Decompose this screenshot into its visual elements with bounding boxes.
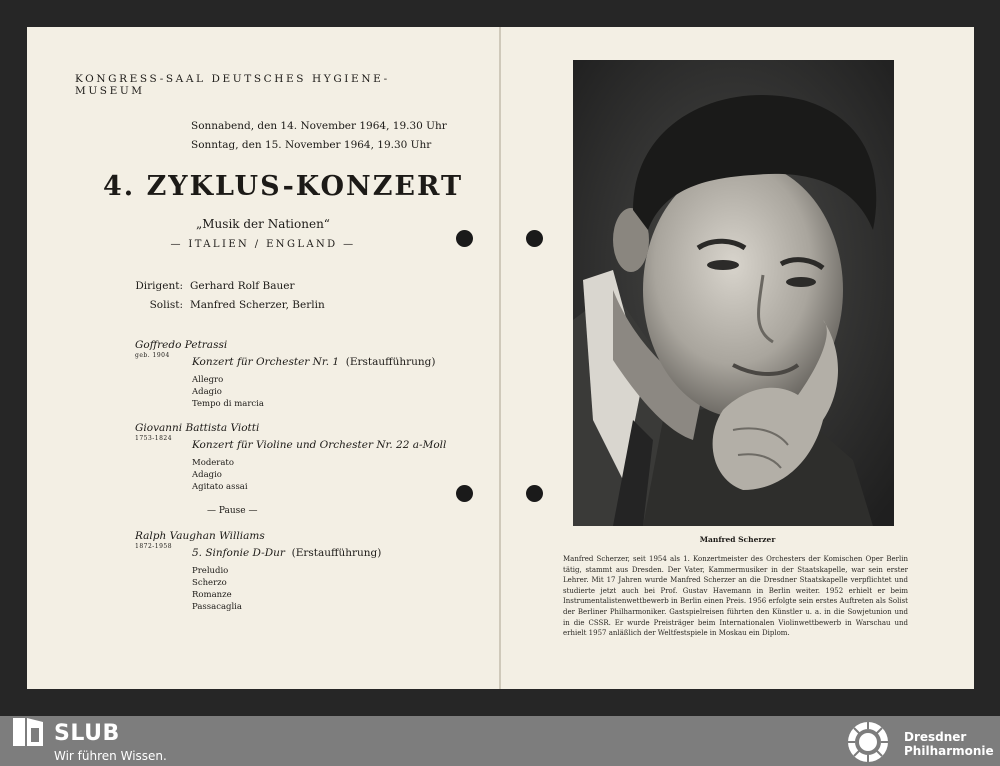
soloist-row <box>133 296 325 315</box>
program-work <box>135 530 382 612</box>
punch-hole <box>456 485 473 502</box>
concert-subtitle: „Musik der Nationen“ <box>196 217 330 231</box>
intermission-label: — Pause — <box>207 506 258 516</box>
soloist-page <box>501 27 974 689</box>
movement: Tempo di marcia <box>192 399 264 409</box>
movement-list <box>192 565 242 613</box>
performers <box>133 277 325 315</box>
concert-dates <box>191 117 447 155</box>
venue-heading: KONGRESS-SAAL DEUTSCHES HYGIENE-MUSEUM <box>75 73 390 97</box>
dp-name-line-2: Philharmonie <box>904 744 994 758</box>
composer-lifespan: 1872-1958 <box>135 543 173 550</box>
work-note: (Erstaufführung) <box>291 547 382 559</box>
work-title-text: Konzert für Orchester Nr. 1 <box>192 356 340 368</box>
footer-bar <box>0 716 1000 766</box>
movement-list <box>192 457 248 493</box>
composer-name: Giovanni Battista Viotti <box>135 422 260 434</box>
concert-countries: — ITALIEN / ENGLAND — <box>170 239 356 250</box>
movement: Romanze <box>192 590 232 600</box>
date-line-saturday: Sonnabend, den 14. November 1964, 19.30 Uhr <box>191 120 447 132</box>
movement: Passacaglia <box>192 602 242 612</box>
composer-name: Goffredo Petrassi <box>135 339 228 351</box>
work-title <box>192 356 436 368</box>
movement: Moderato <box>192 458 234 468</box>
program-work <box>135 339 436 409</box>
composer-lifespan: geb. 1904 <box>135 352 170 359</box>
work-note: (Erstaufführung) <box>345 356 436 368</box>
date-line-sunday: Sonntag, den 15. November 1964, 19.30 Uhr <box>191 139 432 151</box>
punch-hole <box>526 230 543 247</box>
soloist-name: Manfred Scherzer, Berlin <box>190 299 325 311</box>
work-title-text: 5. Sinfonie D-Dur <box>192 547 285 559</box>
work-title-text: Konzert für Violine und Orchester Nr. 22 a-Moll <box>192 439 447 451</box>
dp-name-line-1: Dresdner <box>904 730 967 744</box>
movement: Preludio <box>192 566 229 576</box>
program-work <box>135 422 447 492</box>
dresdner-philharmonie-name[interactable] <box>904 730 994 758</box>
soloist-biography: Manfred Scherzer, seit 1954 als 1. Konzertmeister des Orchesters der Komischen Oper Berlin tätig, stammt aus Dresden. Der Vater, Kammermusiker in der Staatskapelle, war sein erster Lehrer. Mit 17 Jahren wurde Manfred Scherzer an die Dresdner Staatskapelle verpflichtet und studierte jetzt auch bei Prof. Gustav Havemann in Berlin weiter. 1952 erhielt er beim Instrumentalistenwettbewerb in Berlin einen Preis. 1956 erfolgte sein erstes Auftreten als Solist der Berliner Philharmoniker. Gastspielreisen führten den Künstler u. a. in die Sowjetunion und in die CSSR. Er wurde Preisträger beim Internationalen Violinwettbewerb in Warschau und erhielt 1957 anläßlich der Weltfestspiele in Moskau ein Diplom. <box>563 555 908 638</box>
conductor-label: Dirigent: <box>135 280 183 292</box>
soloist-portrait <box>573 60 894 526</box>
slub-name[interactable]: SLUB <box>54 721 120 746</box>
punch-hole <box>526 485 543 502</box>
portrait-caption: Manfred Scherzer <box>699 535 776 544</box>
movement: Agitato assai <box>192 482 248 492</box>
movement: Adagio <box>192 387 222 397</box>
movement: Allegro <box>192 375 224 385</box>
movement: Adagio <box>192 470 222 480</box>
program-page <box>27 27 499 689</box>
soloist-label: Solist: <box>149 299 183 311</box>
movement: Scherzo <box>192 578 227 588</box>
movement-list <box>192 374 264 410</box>
punch-hole <box>456 230 473 247</box>
dresdner-philharmonie-logo-icon[interactable] <box>840 718 896 764</box>
composer-lifespan: 1753-1824 <box>135 435 173 442</box>
work-title <box>192 439 446 451</box>
work-title <box>192 547 381 559</box>
portrait-illustration <box>573 60 894 526</box>
conductor-row <box>133 277 325 296</box>
composer-name: Ralph Vaughan Williams <box>135 530 265 542</box>
concert-title: 4. ZYKLUS-KONZERT <box>103 171 464 202</box>
slub-logo-icon[interactable] <box>11 716 45 750</box>
slub-tagline: Wir führen Wissen. <box>54 749 167 763</box>
conductor-name: Gerhard Rolf Bauer <box>190 280 295 292</box>
